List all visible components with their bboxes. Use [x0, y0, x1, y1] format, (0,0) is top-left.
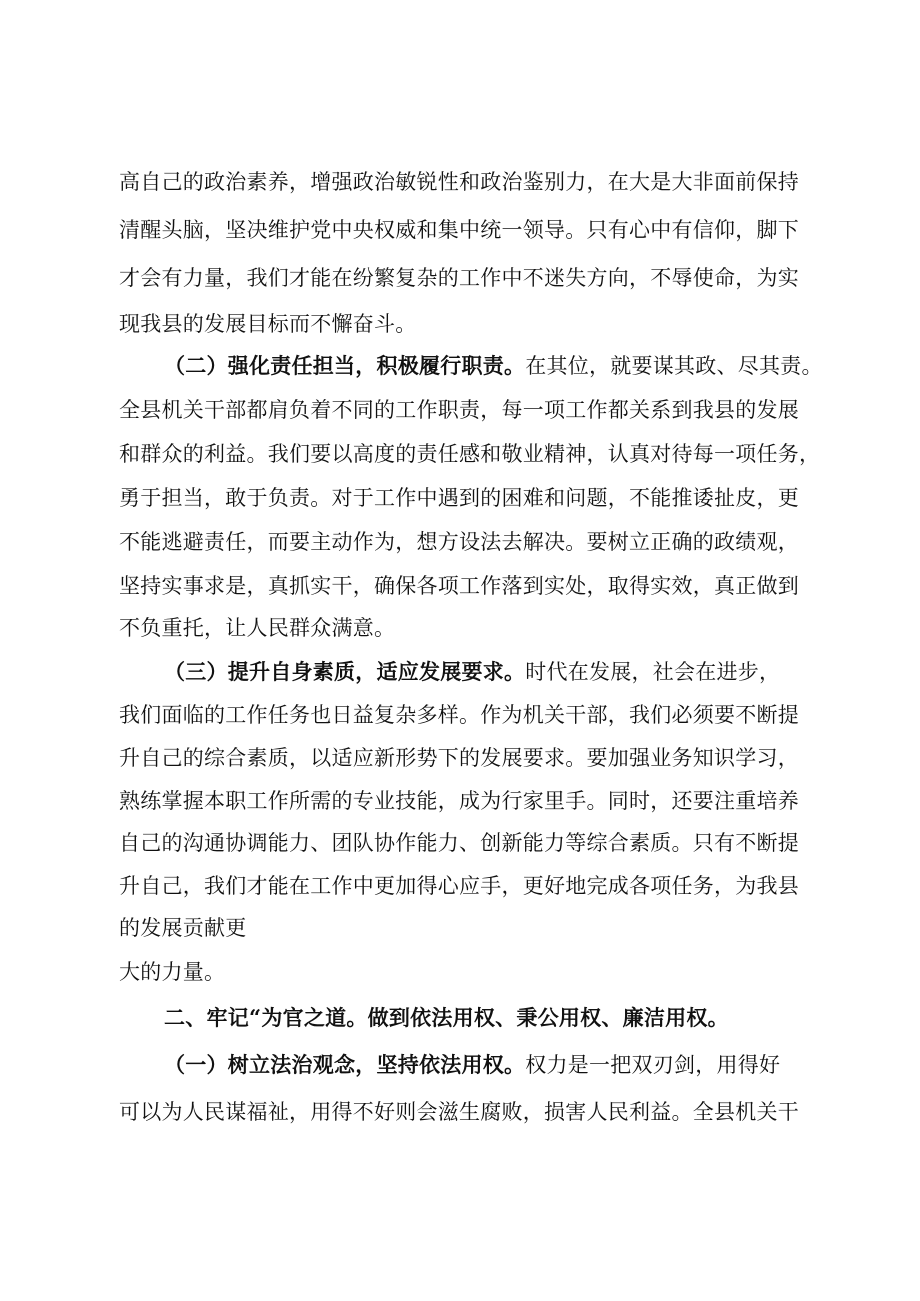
body-text-line: 全县机关干部都肩负着不同的工作职责，每一项工作都关系到我县的发展: [119, 398, 799, 422]
body-text-line: 高自己的政治素养，增强政治敏锐性和政治鉴别力，在大是大非面前保持: [119, 170, 799, 194]
body-text-line: 自己的沟通协调能力、团队协作能力、创新能力等综合素质。只有不断提: [119, 831, 799, 855]
body-text-line: 升自己，我们才能在工作中更加得心应手，更好地完成各项任务，为我县: [119, 874, 799, 898]
paragraph-lead-heading: （一）树立法治观念，坚持依法用权。: [164, 1052, 526, 1077]
paragraph-first-line: [164, 1047, 864, 1083]
body-text-line: 大的力量。: [119, 960, 226, 984]
body-text-line: 和群众的利益。我们要以高度的责任感和敬业精神，认真对待每一项任务，: [119, 442, 821, 466]
paragraph-text: 权力是一把双刃剑，用得好: [525, 1053, 781, 1077]
paragraph-text: 在其位，就要谋其政、尽其责。: [525, 354, 823, 378]
body-text-line: 不能逃避责任，而要主动作为，想方设法去解决。要树立正确的政绩观，: [119, 530, 799, 554]
body-text-line: 勇于担当，敢于负责。对于工作中遇到的困难和问题，不能推诿扯皮，更: [119, 486, 799, 510]
paragraph-first-line: [164, 654, 864, 690]
paragraph-lead-heading: （三）提升自身素质，适应发展要求。: [164, 659, 526, 684]
body-text-line: 的发展贡献更: [119, 916, 247, 940]
body-text-line: 我们面临的工作任务也日益复杂多样。作为机关干部，我们必须要不断提: [119, 703, 799, 727]
paragraph-first-line: [164, 348, 864, 384]
body-text-line: 才会有力量，我们才能在纷繁复杂的工作中不迷失方向，不辱使命，为实: [119, 266, 799, 290]
body-text-line: 可以为人民谋福祉，用得不好则会滋生腐败，损害人民利益。全县机关干: [119, 1100, 799, 1124]
paragraph-text: 时代在发展，社会在进步，: [525, 660, 781, 684]
body-text-line: 坚持实事求是，真抓实干，确保各项工作落到实处，取得实效，真正做到: [119, 574, 799, 598]
body-text-line: 清醒头脑，坚决维护党中央权威和集中统一领导。只有心中有信仰，脚下: [119, 218, 799, 242]
paragraph-lead-heading: （二）强化责任担当，积极履行职责。: [164, 353, 526, 378]
section-heading: 二、牢记“为官之道。做到依法用权、秉公用权、廉洁用权。: [164, 1005, 729, 1030]
body-text-line: 熟练掌握本职工作所需的专业技能，成为行家里手。同时，还要注重培养: [119, 789, 799, 813]
body-text-line: 现我县的发展目标而不懈奋斗。: [119, 312, 417, 336]
body-text-line: 升自己的综合素质，以适应新形势下的发展要求。要加强业务知识学习，: [119, 746, 799, 770]
body-text-line: 不负重托，让人民群众满意。: [119, 616, 396, 640]
